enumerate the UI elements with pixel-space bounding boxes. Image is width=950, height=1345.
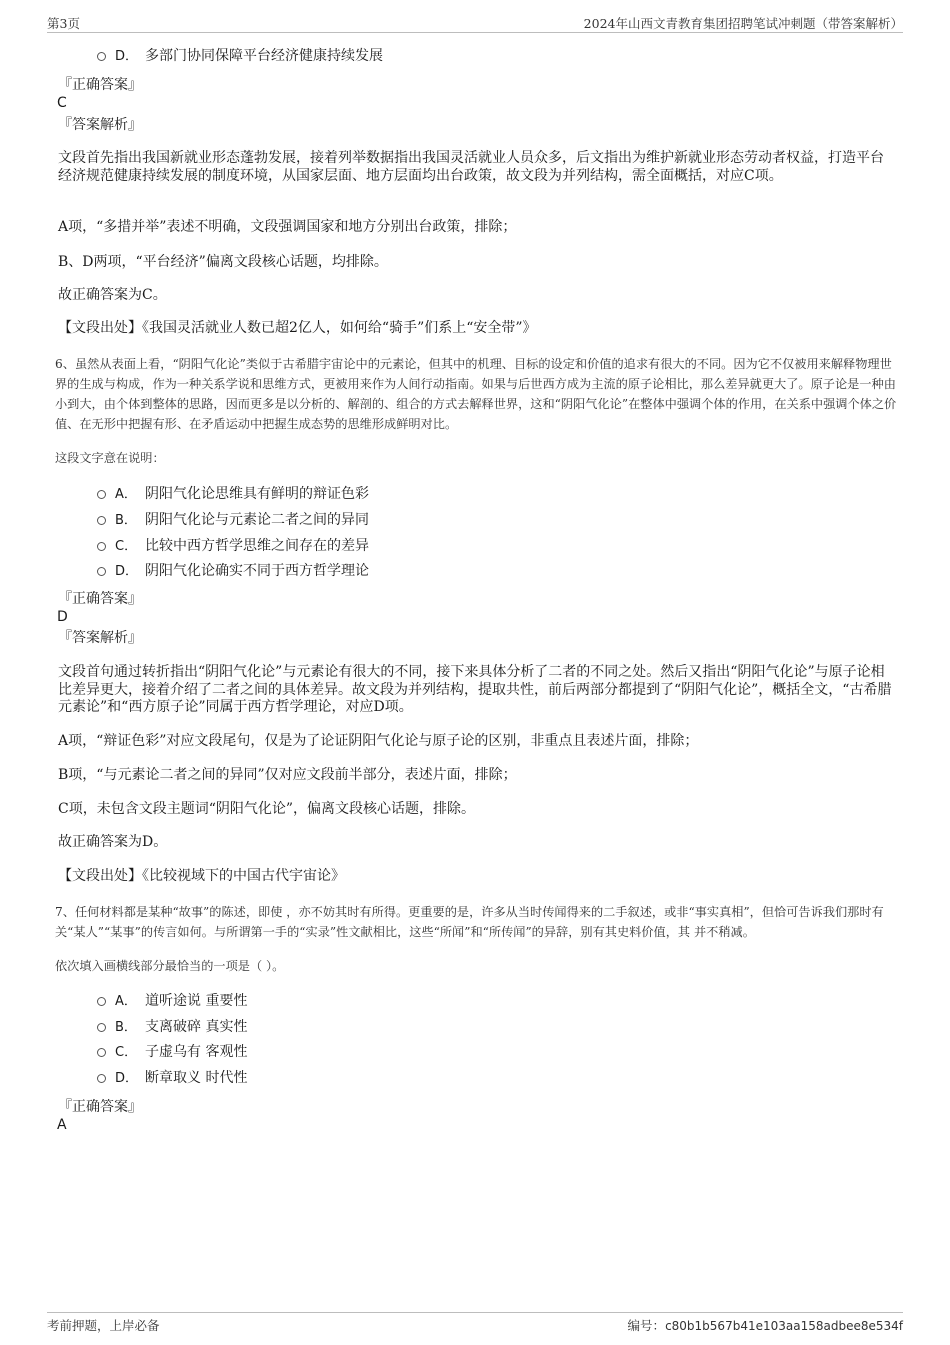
document-title: 2024年山西文青教育集团招聘笔试冲刺题（带答案解析） xyxy=(583,16,903,31)
q6-option-c[interactable]: C． 比较中西方哲学思维之间存在的差异 xyxy=(97,536,369,556)
q6-analysis-p3: B项，“与元素论二者之间的异同”仅对应文段前半部分，表述片面，排除； xyxy=(58,767,517,783)
q7-option-d[interactable]: D． 断章取义 时代性 xyxy=(97,1068,247,1088)
q6-option-a[interactable]: A． 阴阳气化论思维具有鲜明的辩证色彩 xyxy=(97,484,369,504)
q6-analysis-p5: 故正确答案为D。 xyxy=(58,834,168,850)
page-footer xyxy=(47,1312,903,1333)
radio-icon[interactable] xyxy=(97,542,106,551)
q7-option-c[interactable]: C． 子虚乌有 客观性 xyxy=(97,1042,247,1062)
q5-answer-label: 『正确答案』 xyxy=(58,77,142,93)
q7-answer: A xyxy=(57,1117,67,1133)
q7-prompt: 依次填入画横线部分最恰当的一项是（ ）。 xyxy=(55,959,285,973)
page-header xyxy=(47,14,903,33)
q5-analysis-label: 『答案解析』 xyxy=(58,117,142,133)
radio-icon[interactable] xyxy=(97,1048,106,1057)
q6-answer: D xyxy=(57,609,68,625)
q5-source: 【文段出处】《我国灵活就业人数已超2亿人，如何给“骑手”们系上“安全带”》 xyxy=(58,320,537,336)
footer-slogan: 考前押题，上岸必备 xyxy=(47,1318,160,1333)
q7-stem: 7、任何材料都是某种“故事”的陈述，即使 ，亦不妨其时有所得。更重要的是，许多从当时传闻得来的二手叙述，或非“事实真相”，但恰可告诉我们那时有关“某人”“某事”的传言如何。与所谓第一手的“实录”性文献相比，这些“所闻”和“所传闻”的异辞，别有其史料价值，其 并不稍减。 xyxy=(55,905,884,939)
footer-code-label: 编号： xyxy=(627,1318,666,1333)
q5-analysis-p4: 故正确答案为C。 xyxy=(58,287,167,303)
q5-analysis-p3: B、D两项，“平台经济”偏离文段核心话题，均排除。 xyxy=(58,254,388,270)
q5-analysis-p1: 文段首先指出我国新就业形态蓬勃发展，接着列举数据指出我国灵活就业人员众多，后文指出为维护新就业形态劳动者权益，打造平台经济规范健康持续发展的制度环境，从国家层面、地方层面均出台政策，故文段为并列结构，需全面概括，对应C项。 xyxy=(58,150,884,184)
q6-analysis-p4: C项，未包含文段主题词“阴阳气化论”，偏离文段核心话题，排除。 xyxy=(58,801,476,817)
q6-stem: 6、虽然从表面上看，“阴阳气化论”类似于古希腊宇宙论中的元素论，但其中的机理、目标的设定和价值的追求有很大的不同。因为它不仅被用来解释物理世界的生成与构成，作为一种关系学说和思维方式，更被用来作为人间行动指南。如果与后世西方成为主流的原子论相比，那么差异就更大了。原子论是一种由小到大，由个体到整体的思路，因而更多是以分析的、解剖的、组合的方式去解释世界，这和“阴阳气化论”在整体中强调个体的作用，在关系中强调个体之价值、在无形中把握有形、在矛盾运动中把握生成态势的思维形成鲜明对比。 xyxy=(55,357,897,431)
radio-icon[interactable] xyxy=(97,52,106,61)
q6-option-b[interactable]: B． 阴阳气化论与元素论二者之间的异同 xyxy=(97,510,369,530)
q7-answer-label: 『正确答案』 xyxy=(58,1099,142,1115)
q6-option-d[interactable]: D． 阴阳气化论确实不同于西方哲学理论 xyxy=(97,561,369,581)
q6-prompt: 这段文字意在说明： xyxy=(55,451,165,465)
q6-analysis-p2: A项，“辩证色彩”对应文段尾句，仅是为了论证阴阳气化论与原子论的区别，非重点且表述片面，排除； xyxy=(58,733,699,749)
footer-code xyxy=(628,1316,903,1334)
page-number: 第3页 xyxy=(47,16,80,31)
footer-code-value: c80b1b567b41e103aa158adbee8e534f xyxy=(665,1319,903,1333)
radio-icon[interactable] xyxy=(97,516,106,525)
radio-icon[interactable] xyxy=(97,997,106,1006)
q5-analysis-p2: A项，“多措并举”表述不明确，文段强调国家和地方分别出台政策，排除； xyxy=(58,219,517,235)
radio-icon[interactable] xyxy=(97,567,106,576)
q5-option-d[interactable]: D． 多部门协同保障平台经济健康持续发展 xyxy=(97,46,383,66)
radio-icon[interactable] xyxy=(97,1023,106,1032)
radio-icon[interactable] xyxy=(97,1074,106,1083)
q7-option-b[interactable]: B． 支离破碎 真实性 xyxy=(97,1017,247,1037)
q6-answer-label: 『正确答案』 xyxy=(58,591,142,607)
q6-analysis-label: 『答案解析』 xyxy=(58,630,142,646)
q5-answer: C xyxy=(57,95,67,111)
q6-source: 【文段出处】《比较视域下的中国古代宇宙论》 xyxy=(58,868,345,884)
q6-analysis-p1: 文段首句通过转折指出“阴阳气化论”与元素论有很大的不同，接下来具体分析了二者的不同之处。然后又指出“阴阳气化论”与原子论相比差异更大，接着介绍了二者之间的具体差异。故文段为并列结构，提取共性，前后两部分都提到了“阴阳气化论”，概括全文，“古希腊元素论”和“西方原子论”同属于西方哲学理论，对应D项。 xyxy=(58,664,892,715)
radio-icon[interactable] xyxy=(97,490,106,499)
q7-option-a[interactable]: A． 道听途说 重要性 xyxy=(97,991,247,1011)
